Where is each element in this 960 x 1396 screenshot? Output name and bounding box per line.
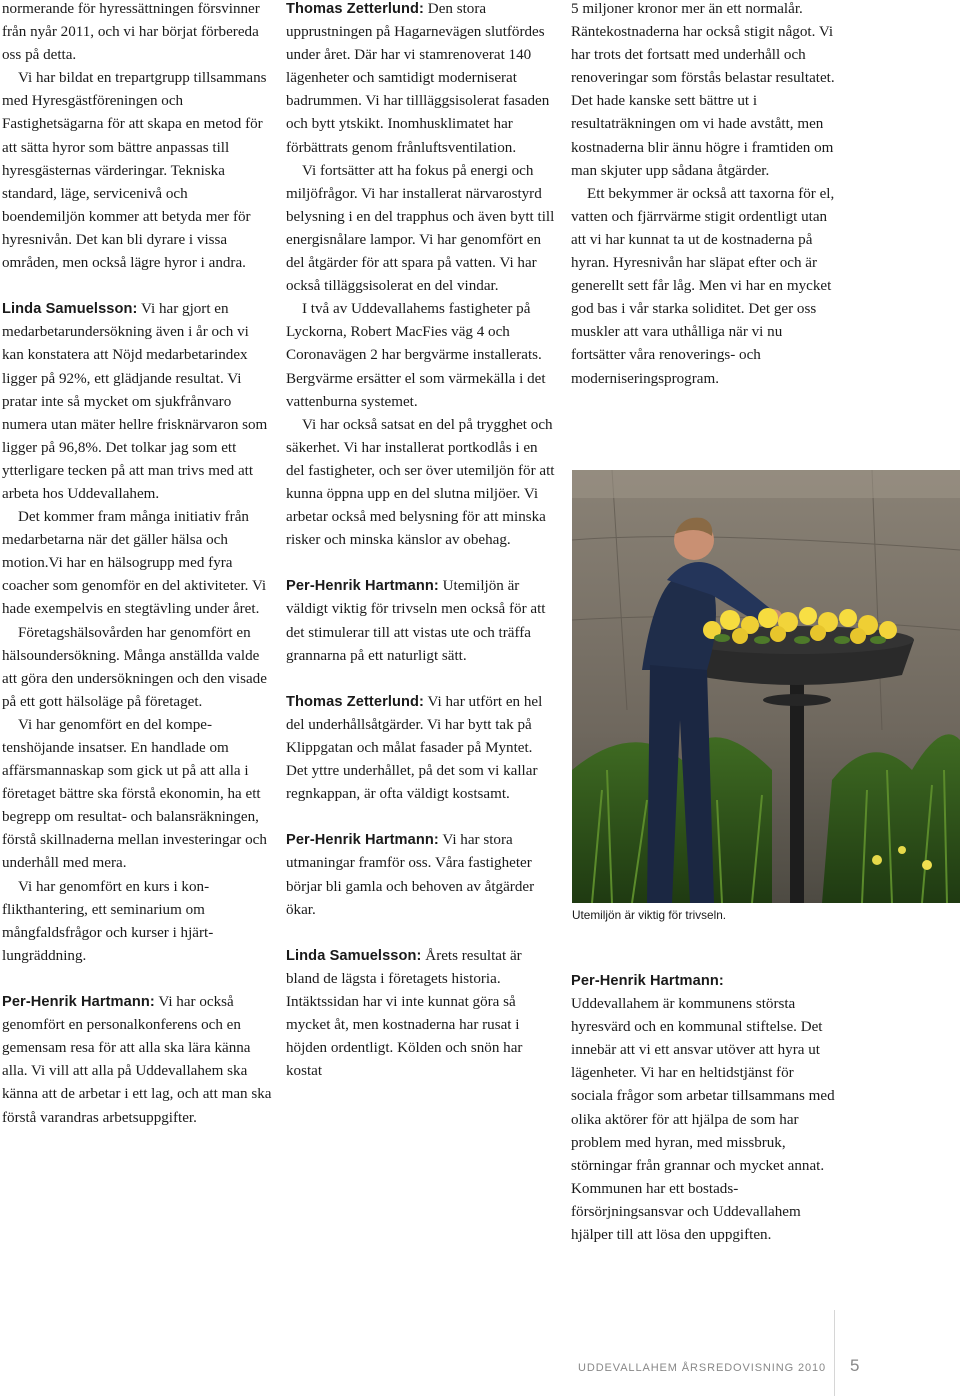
footer-title: UDDEVALLAHEM ÅRSREDOVISNING 2010 <box>578 1362 827 1374</box>
speaker-text: Uddevallahem är kommunens största hyresvärd och en kommunal stiftelse. Det innebär att vi ett ansvar utöver att hyra ut lägenheter. Vi har en heltidstjänst för sociala frågor som arbetar tillsammans med olika aktörer för att hjälpa de som har problem med hyran, med missbruk, störningar från grannar och mycket annat. Kommunen har ett bostadsförsörjningsansvar och Uddevallahem hjälper till att lösa den uppgiften. <box>571 996 835 1244</box>
speaker-name: Per-Henrik Hartmann: <box>286 578 439 595</box>
speaker-paragraph <box>2 298 274 506</box>
gardener-photo <box>572 470 960 903</box>
speaker-text: Vi har också genomfört en personalkonferens och en gemensam resa för att alla ska lära känna alla. Vi vill att alla på Uddevallahem ska känna att de arbetar i ett lag, och att man ska förstå varandras arbetsuppgifter. <box>2 994 272 1126</box>
footer-divider <box>834 1310 835 1396</box>
speaker-text: Vi har stora utmaningar framför oss. Våra fastigheter börjar bli gamla och behoven av åtgärder ökar. <box>286 832 535 918</box>
speaker-text: Årets resultat är bland de lägsta i företagets historia. Intäktssidan har vi inte kunnat göra så mycket åt, men kostnaderna har rusat i höjden ordentligt. Kölden och snön har kostat <box>286 947 523 1080</box>
speaker-name: Thomas Zetterlund: <box>286 1 425 17</box>
speaker-paragraph <box>286 829 556 921</box>
paragraph: Företagshälsovården har genomfört en hälsoundersökning. Många anställda valde att göra den undersökningen och den visade på ett gott hälsoläge på företaget. <box>2 624 267 710</box>
text-column-2 <box>286 0 556 1083</box>
speaker-paragraph <box>286 0 556 160</box>
speaker-name: Per-Henrik Hartmann: <box>2 994 155 1011</box>
speaker-name-line <box>571 970 839 993</box>
speaker-paragraph <box>286 691 556 806</box>
photo-caption: Utemiljön är viktig för trivseln. <box>572 908 727 922</box>
speaker-text: Vi har utfört en hel del underhållsåtgärder. Vi har bytt tak på Klippgatan och målat fasader på Myntet. Det yttre underhållet, på det som vi kallar regnkappan, är ofta väldigt kostsamt. <box>286 693 543 803</box>
paragraph: Vi har genomfört en kurs i konflikthantering, ett seminarium om mångfaldsfrågor och kurser i hjärtlungräddning. <box>2 878 214 964</box>
speaker-paragraph <box>286 945 556 1084</box>
paragraph: 5 miljoner kronor mer än ett normalår. Räntekostnaderna har också stigit något. Vi har trots det fortsatt med underhåll och renoveringar som förstås belastar resultatet. Det hade kanske sett bättre ut i resultaträkningen om vi hade avstått, men kostnaderna blir ännu högre i framtiden om man skjuter upp sådana åtgärder. <box>571 1 835 179</box>
text-column-1 <box>2 0 274 1130</box>
paragraph: normerande för hyressättningen försvinner från nyår 2011, och vi har börjat förbereda oss på detta. <box>2 1 260 64</box>
paragraph: Vi har bildat en trepartgrupp tillsammans med Hyresgästföreningen och Fastighetsägarna för att skapa en metod för att sätta hyror som bättre anpassas till hyresgästernas värderingar. Tekniska standard, läge, servicenivå och boendemiljön kommer att betyda mer för hyresnivån. Det kan bli dyrare i vissa områden, men också lägre hyror i andra. <box>2 70 267 272</box>
paragraph: Vi har genomfört en del kompetenshöjande insatser. En handlade om affärsmannaskap som gick ut på att alla i företaget bättre ska förstå ekonomin, ha ett begrepp om resultat- och balansräkningen, förstå skillnaderna mellan investeringar och underhåll med mera. <box>2 716 267 872</box>
speaker-name: Linda Samuelsson: <box>286 947 422 964</box>
speaker-text: Den stora upprustningen på Hagarnevägen slutfördes under året. Där har vi stamrenoverat 140 lägenheter och samtidigt moderniserat badrummen. Vi har tillläggsisolerat fasaden och bytt ytskikt. Inomhusklimatet har förbättrats genom frånluftsventilation. <box>286 1 550 156</box>
speaker-name: Per-Henrik Hartmann: <box>286 832 439 849</box>
paragraph: Det kommer fram många initiativ från medarbetarna när det gäller hälsa och motion.Vi har en hälsogrupp med fyra coacher som genomför en del aktiviteter. Vi hade exempelvis en stegtävling under året. <box>2 509 267 618</box>
speaker-name: Thomas Zetterlund: <box>286 693 425 710</box>
speaker-name: Per-Henrik Hartmann: <box>571 973 724 989</box>
paragraph: Ett bekymmer är också att taxorna för el, vatten och fjärrvärme stigit ordentligt utan att vi har kunnat ta ut de kostnaderna på hyran. Hyresnivån har släpat efter och är generellt sett får låg. Men vi har en mycket god bas i vår starka soliditet. Det ger oss muskler att vara uthålliga när vi nu fortsätter våra renoverings- och moderniseringsprogram. <box>571 185 835 387</box>
speaker-text: Vi har gjort en medarbetarundersökning även i år och vi kan konstatera att Nöjd medarbetarindex ligger på 92%, ett glädjande resultat. Vi pratar inte så mycket om sjukfrånvaro numera utan mäter hellre frisknärvaron som ligger på 96,8%. Det tolkar jag som ett ytterligare tecken på att man trivs med att arbeta hos Uddevallahem. <box>2 301 268 502</box>
text-column-3 <box>571 0 839 391</box>
text-column-3-lower <box>571 970 839 1247</box>
paragraph: Vi har också satsat en del på trygghet och säkerhet. Vi har installerat portkodlås i en del fastigheter, och ser över utemiljön för att kunna öppna upp en del slutna miljöer. Vi arbetar också med belysning för att minska risker och minska känslor av obehag. <box>286 416 555 549</box>
speaker-paragraph <box>2 991 274 1130</box>
paragraph: I två av Uddevallahems fastigheter på Lyckorna, Robert MacFies väg 4 och Coronavägen 2 har bergvärme installerats. Bergvärme ersätter el som värmekälla i det vattenburna systemet. <box>286 301 546 410</box>
speaker-name: Linda Samuelsson: <box>2 301 138 318</box>
speaker-text: Utemiljön är väldigt viktig för trivseln men också för att det stimulerar till att vistas ute och träffa grannarna på ett naturligt sätt. <box>286 578 546 664</box>
speaker-paragraph <box>286 575 556 667</box>
paragraph: Vi fortsätter att ha fokus på energi och miljöfrågor. Vi har installerat närvarostyrd belysning i en del trapphus och även bytt till energisnålare lampor. Vi har genomfört en del åtgärder för att spara på vatten. Vi har också tilläggsisolerat en del vindar. <box>286 162 555 295</box>
page-number: 5 <box>850 1356 860 1375</box>
